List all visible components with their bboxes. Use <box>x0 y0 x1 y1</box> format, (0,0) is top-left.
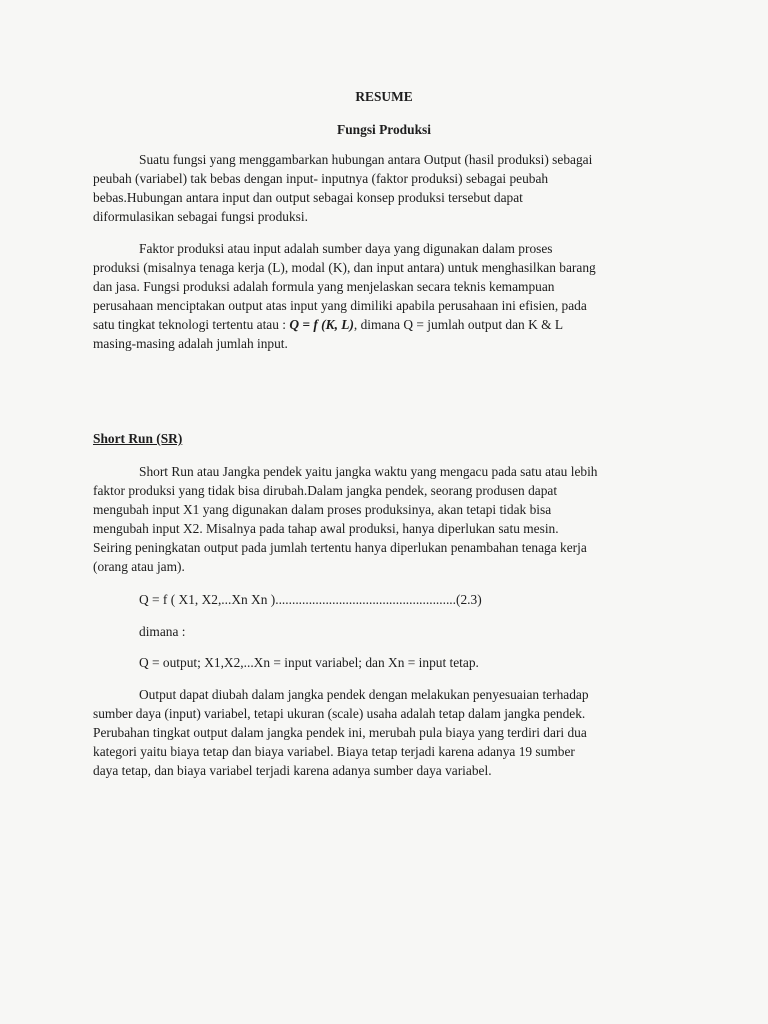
paragraph-3-line: (orang atau jam). <box>93 559 185 574</box>
paragraph-4-line: daya tetap, dan biaya variabel terjadi karena adanya sumber daya variabel. <box>93 763 492 778</box>
paragraph-2-line: perusahaan menciptakan output atas input yang dimiliki apabila perusahaan ini efisien, pada <box>93 298 587 313</box>
formula-line: Q = f ( X1, X2,...Xn Xn )......................................................(2.3) <box>139 592 482 607</box>
paragraph-2-line: produksi (misalnya tenaga kerja (L), modal (K), dan input antara) untuk menghasilkan barang <box>93 260 596 275</box>
paragraph-1-line: bebas.Hubungan antara input dan output sebagai konsep produksi tersebut dapat <box>93 190 523 205</box>
paragraph-2-text: satu tingkat teknologi tertentu atau : <box>93 317 287 332</box>
paragraph-3-line: mengubah input X2. Misalnya pada tahap awal produksi, hanya diperlukan satu mesin. <box>93 521 559 536</box>
paragraph-4-line: Perubahan tingkat output dalam jangka pendek ini, merubah pula biaya yang terdiri dari dua <box>93 725 587 740</box>
paragraph-3-line: Seiring peningkatan output pada jumlah tertentu hanya diperlukan penambahan tenaga kerja <box>93 540 587 555</box>
paragraph-3-line: mengubah input X1 yang digunakan dalam proses produksinya, akan tetapi tidak bisa <box>93 502 552 517</box>
paragraph-2-line <box>93 315 768 334</box>
paragraph-2-line: masing-masing adalah jumlah input. <box>93 336 288 351</box>
paragraph-4-line: kategori yaitu biaya tetap dan biaya variabel. Biaya tetap terjadi karena adanya 19 sumber <box>93 744 575 759</box>
paragraph-2-line: Faktor produksi atau input adalah sumber daya yang digunakan dalam proses <box>139 241 553 256</box>
document-subtitle: Fungsi Produksi <box>337 122 431 137</box>
paragraph-4-line: Output dapat diubah dalam jangka pendek dengan melakukan penyesuaian terhadap <box>139 687 589 702</box>
production-function-equation: Q = f (K, L) <box>289 317 354 332</box>
formula-definition: Q = output; X1,X2,...Xn = input variabel; dan Xn = input tetap. <box>139 655 479 670</box>
paragraph-1-line: diformulasikan sebagai fungsi produksi. <box>93 209 308 224</box>
paragraph-2-text: , dimana Q = jumlah output dan K & L <box>353 317 564 332</box>
document-title: RESUME <box>355 89 413 104</box>
paragraph-1-line: peubah (variabel) tak bebas dengan input- inputnya (faktor produksi) sebagai peubah <box>93 171 549 186</box>
paragraph-1-line: Suatu fungsi yang menggambarkan hubungan antara Output (hasil produksi) sebagai <box>139 152 593 167</box>
paragraph-3-line: Short Run atau Jangka pendek yaitu jangka waktu yang mengacu pada satu atau lebih <box>139 464 598 479</box>
paragraph-3-line: faktor produksi yang tidak bisa dirubah.Dalam jangka pendek, seorang produsen dapat <box>93 483 558 498</box>
dimana-label: dimana : <box>139 624 186 639</box>
paragraph-2-line: dan jasa. Fungsi produksi adalah formula yang menjelaskan secara teknis kemampuan <box>93 279 555 294</box>
paragraph-4-line: sumber daya (input) variabel, tetapi ukuran (scale) usaha adalah tetap dalam jangka pendek. <box>93 706 586 721</box>
section-heading <box>93 429 768 448</box>
section-heading-text: Short Run (SR) <box>93 431 183 446</box>
